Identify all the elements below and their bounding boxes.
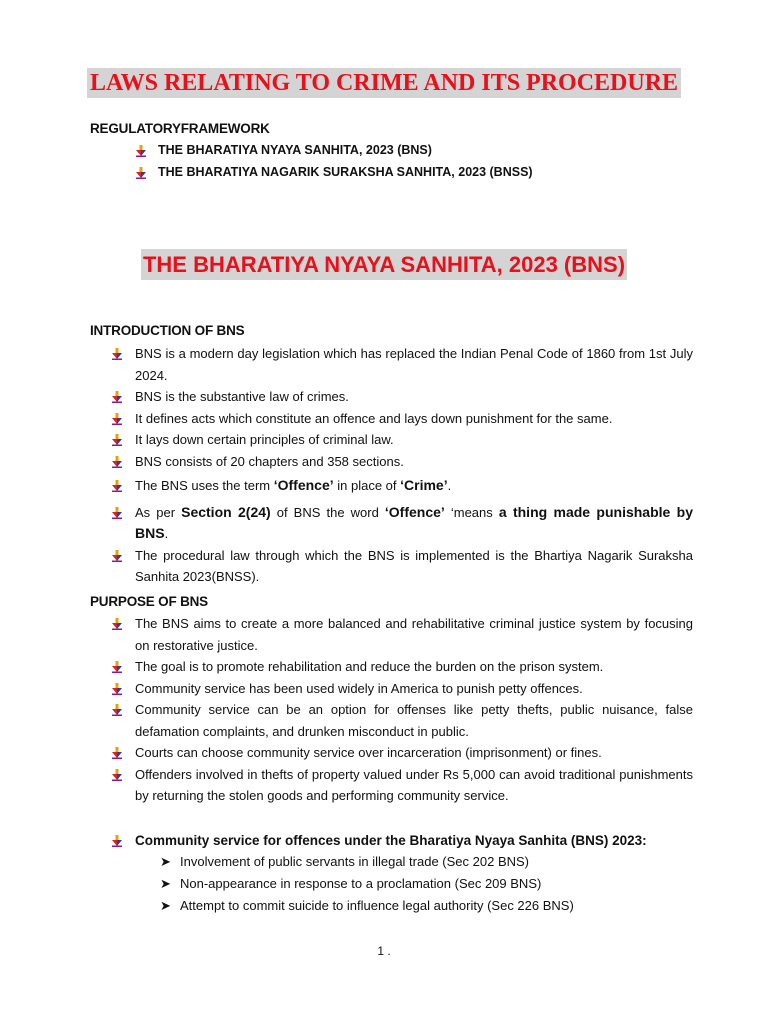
list-item-text: The BNS uses the term [135,478,274,493]
list-item [0,408,693,430]
list-item [0,140,533,162]
list-item-text: THE BHARATIYA NYAYA SANHITA, 2023 (BNS) [158,143,432,157]
document-title-text: LAWS RELATING TO CRIME AND ITS PROCEDURE [87,68,681,98]
arrowhead-bullet-icon: ➤ [160,876,171,891]
list-item [0,545,693,588]
colorful-arrow-bullet-icon [112,348,122,360]
list-item-text: BNS consists of 20 chapters and 358 sections. [135,453,404,469]
bns-section-title-text: THE BHARATIYA NYAYA SANHITA, 2023 (BNS) [141,249,627,280]
introduction-list [0,343,693,588]
list-item [0,502,693,545]
list-item-text: It defines acts which constitute an offence and lays down punishment for the same. [135,410,613,426]
colorful-arrow-bullet-icon [112,391,122,403]
regulatory-list [0,140,533,183]
list-item-text: Community service can be an option for offenses like petty thefts, public nuisance, false defamation complaints, and drunken misconduct in public. [135,702,693,739]
list-item-text: BNS is a modern day legislation which has replaced the Indian Penal Code of 1860 from 1st July 2024. [135,346,693,383]
list-item-text: The BNS aims to create a more balanced and rehabilitative criminal justice system by focusing on restorative justice. [135,616,693,653]
colorful-arrow-bullet-icon [112,835,122,847]
colorful-arrow-bullet-icon [112,550,122,562]
term-offence: ‘Offence’ [384,503,445,520]
term-crime: ‘Crime’ [400,477,448,493]
list-item [0,343,693,386]
list-item-text: Involvement of public servants in illegal trade (Sec 202 BNS) [180,854,530,869]
introduction-heading: INTRODUCTION OF BNS [90,323,245,338]
list-item [0,830,693,852]
list-item-text: Non-appearance in response to a proclamation (Sec 209 BNS) [180,876,542,891]
list-item-text: Attempt to commit suicide to influence legal authority (Sec 226 BNS) [180,898,574,913]
colorful-arrow-bullet-icon [112,618,122,630]
colorful-arrow-bullet-icon [136,145,146,157]
purpose-list [0,613,693,807]
list-item [0,764,693,807]
list-item-text: BNS is the substantive law of crimes. [135,389,349,404]
colorful-arrow-bullet-icon [112,661,122,673]
colorful-arrow-bullet-icon [112,704,122,716]
list-item-text: THE BHARATIYA NAGARIK SURAKSHA SANHITA, 2023 (BNSS) [158,164,533,179]
list-item [0,429,693,451]
list-item [0,873,574,895]
list-item-text: Courts can choose community service over incarceration (imprisonment) or fines. [135,745,602,760]
colorful-arrow-bullet-icon [112,480,122,492]
list-item [0,451,693,473]
offence-definition: a thing made punishable by BNS [135,503,694,541]
list-item-text: The procedural law through which the BNS is implemented is the Bhartiya Nagarik Suraksha Sanhita 2023(BNSS). [135,547,693,584]
list-item-text: Offenders involved in thefts of property valued under Rs 5,000 can avoid traditional punishments by returning the stolen goods and performing community service. [135,766,693,803]
list-item-text: in place of [333,478,401,493]
section-reference: Section 2(24) [181,503,271,520]
community-offence-list [0,851,574,917]
document-title [0,70,768,97]
list-item [0,678,693,700]
colorful-arrow-bullet-icon [112,434,122,446]
list-item [0,386,693,408]
arrowhead-bullet-icon: ➤ [160,854,171,869]
purpose-heading: PURPOSE OF BNS [90,594,208,609]
list-item [0,475,693,497]
colorful-arrow-bullet-icon [112,456,122,468]
colorful-arrow-bullet-icon [112,683,122,695]
list-item [0,851,574,873]
list-item-text: As per [135,504,182,520]
list-item-text: Community service has been used widely in America to punish petty offences. [135,680,583,696]
list-item-text: It lays down certain principles of criminal law. [135,432,394,447]
list-item [0,742,693,764]
regulatory-heading: REGULATORYFRAMEWORK [90,121,270,136]
colorful-arrow-bullet-icon [136,167,146,179]
list-item-text: The goal is to promote rehabilitation and reduce the burden on the prison system. [135,659,604,674]
list-item-text: of BNS the word [270,504,385,520]
page-number: 1 . [377,944,391,958]
list-item [0,699,693,742]
community-heading-list [0,830,693,852]
list-item-text: . [447,478,452,493]
list-item-text: ‘means [444,504,499,520]
bns-section-title [0,252,768,278]
list-item [0,895,574,917]
colorful-arrow-bullet-icon [112,769,122,781]
arrowhead-bullet-icon: ➤ [160,898,171,913]
list-item [0,656,693,678]
colorful-arrow-bullet-icon [112,413,122,425]
colorful-arrow-bullet-icon [112,747,122,759]
colorful-arrow-bullet-icon [112,507,122,519]
term-offence: ‘Offence’ [273,477,334,493]
list-item [0,613,693,656]
list-item-text: . [164,526,169,541]
list-item [0,162,533,184]
community-heading: Community service for offences under the Bharatiya Nyaya Sanhita (BNS) 2023: [135,833,647,848]
